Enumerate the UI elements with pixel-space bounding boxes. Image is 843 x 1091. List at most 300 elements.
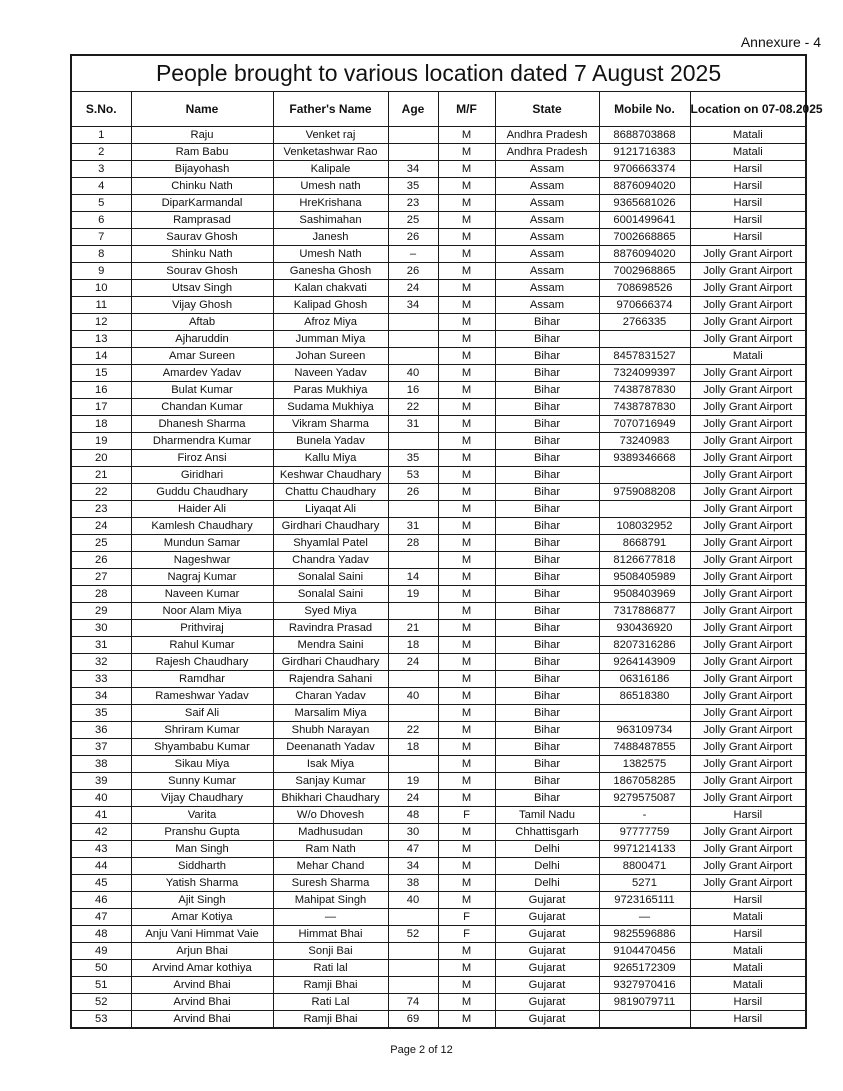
cell-name: Aftab	[131, 314, 273, 331]
table-row	[71, 739, 806, 756]
cell-sno: 30	[71, 620, 131, 637]
cell-location: Jolly Grant Airport	[690, 382, 806, 399]
cell-mobile: 06316186	[599, 671, 690, 688]
cell-sno: 34	[71, 688, 131, 705]
cell-age: 40	[388, 365, 438, 382]
cell-name: Siddharth	[131, 858, 273, 875]
col-header-gender: M/F	[438, 92, 495, 127]
table-row	[71, 212, 806, 229]
cell-age: 23	[388, 195, 438, 212]
cell-state: Bihar	[495, 331, 599, 348]
cell-gender: M	[438, 637, 495, 654]
cell-location: Jolly Grant Airport	[690, 722, 806, 739]
cell-name: Dhanesh Sharma	[131, 416, 273, 433]
cell-name: Bulat Kumar	[131, 382, 273, 399]
cell-father-name: Sashimahan	[273, 212, 388, 229]
cell-age: 26	[388, 263, 438, 280]
annexure-label: Annexure - 4	[740, 34, 821, 50]
table-row	[71, 552, 806, 569]
cell-mobile: 1382575	[599, 756, 690, 773]
cell-location: Jolly Grant Airport	[690, 569, 806, 586]
cell-location: Jolly Grant Airport	[690, 314, 806, 331]
cell-state: Bihar	[495, 365, 599, 382]
cell-state: Bihar	[495, 705, 599, 722]
cell-name: Ram Babu	[131, 144, 273, 161]
cell-name: Amar Sureen	[131, 348, 273, 365]
cell-mobile: 8876094020	[599, 246, 690, 263]
cell-age: 30	[388, 824, 438, 841]
cell-gender: M	[438, 212, 495, 229]
cell-state: Bihar	[495, 790, 599, 807]
cell-mobile: 7438787830	[599, 399, 690, 416]
cell-gender: M	[438, 450, 495, 467]
table-row	[71, 756, 806, 773]
cell-sno: 44	[71, 858, 131, 875]
cell-location: Jolly Grant Airport	[690, 671, 806, 688]
cell-sno: 43	[71, 841, 131, 858]
cell-name: Yatish Sharma	[131, 875, 273, 892]
cell-name: Ramdhar	[131, 671, 273, 688]
cell-father-name: Mendra Saini	[273, 637, 388, 654]
cell-father-name: Keshwar Chaudhary	[273, 467, 388, 484]
cell-age: 16	[388, 382, 438, 399]
cell-name: Bijayohash	[131, 161, 273, 178]
cell-state: Gujarat	[495, 892, 599, 909]
cell-age: 24	[388, 280, 438, 297]
cell-location: Jolly Grant Airport	[690, 518, 806, 535]
col-header-age: Age	[388, 92, 438, 127]
cell-state: Tamil Nadu	[495, 807, 599, 824]
cell-mobile: 9104470456	[599, 943, 690, 960]
cell-mobile: 9121716383	[599, 144, 690, 161]
column-header-row	[71, 92, 806, 127]
cell-gender: M	[438, 824, 495, 841]
cell-location: Jolly Grant Airport	[690, 433, 806, 450]
cell-state: Bihar	[495, 518, 599, 535]
col-header-father-name: Father's Name	[273, 92, 388, 127]
cell-sno: 52	[71, 994, 131, 1011]
cell-gender: M	[438, 1011, 495, 1029]
cell-age: 47	[388, 841, 438, 858]
cell-name: Pranshu Gupta	[131, 824, 273, 841]
cell-sno: 38	[71, 756, 131, 773]
cell-location: Harsil	[690, 178, 806, 195]
cell-mobile: 5271	[599, 875, 690, 892]
cell-location: Jolly Grant Airport	[690, 620, 806, 637]
cell-father-name: Sanjay Kumar	[273, 773, 388, 790]
table-row	[71, 858, 806, 875]
cell-mobile: 8800471	[599, 858, 690, 875]
cell-gender: M	[438, 501, 495, 518]
table-row	[71, 399, 806, 416]
cell-state: Bihar	[495, 722, 599, 739]
cell-father-name: W/o Dhovesh	[273, 807, 388, 824]
cell-mobile: 9508403969	[599, 586, 690, 603]
cell-name: Varita	[131, 807, 273, 824]
cell-father-name: Charan Yadav	[273, 688, 388, 705]
cell-mobile: 8876094020	[599, 178, 690, 195]
cell-name: Arvind Bhai	[131, 1011, 273, 1029]
table-row	[71, 331, 806, 348]
cell-state: Bihar	[495, 501, 599, 518]
cell-age	[388, 909, 438, 926]
cell-age: 19	[388, 773, 438, 790]
cell-gender: M	[438, 875, 495, 892]
cell-location: Jolly Grant Airport	[690, 858, 806, 875]
cell-sno: 21	[71, 467, 131, 484]
cell-gender: M	[438, 858, 495, 875]
cell-state: Assam	[495, 246, 599, 263]
cell-father-name: Girdhari Chaudhary	[273, 654, 388, 671]
cell-location: Jolly Grant Airport	[690, 467, 806, 484]
table-row	[71, 229, 806, 246]
cell-age: 40	[388, 688, 438, 705]
cell-age: 22	[388, 399, 438, 416]
cell-sno: 14	[71, 348, 131, 365]
col-header-name: Name	[131, 92, 273, 127]
cell-age: 31	[388, 416, 438, 433]
cell-mobile: 7488487855	[599, 739, 690, 756]
cell-mobile: 9971214133	[599, 841, 690, 858]
cell-age	[388, 943, 438, 960]
cell-gender: M	[438, 620, 495, 637]
cell-mobile: 9759088208	[599, 484, 690, 501]
cell-name: Shinku Nath	[131, 246, 273, 263]
cell-state: Bihar	[495, 756, 599, 773]
cell-location: Jolly Grant Airport	[690, 875, 806, 892]
cell-mobile: 9819079711	[599, 994, 690, 1011]
cell-state: Assam	[495, 263, 599, 280]
cell-sno: 13	[71, 331, 131, 348]
cell-state: Bihar	[495, 484, 599, 501]
cell-name: Nagraj Kumar	[131, 569, 273, 586]
cell-gender: M	[438, 756, 495, 773]
cell-name: Rameshwar Yadav	[131, 688, 273, 705]
cell-mobile: 9265172309	[599, 960, 690, 977]
cell-gender: M	[438, 773, 495, 790]
cell-location: Matali	[690, 127, 806, 144]
cell-father-name: Jumman Miya	[273, 331, 388, 348]
cell-location: Matali	[690, 144, 806, 161]
cell-state: Assam	[495, 212, 599, 229]
cell-name: Saurav Ghosh	[131, 229, 273, 246]
cell-name: Chandan Kumar	[131, 399, 273, 416]
cell-location: Jolly Grant Airport	[690, 654, 806, 671]
cell-location: Matali	[690, 348, 806, 365]
cell-gender: M	[438, 416, 495, 433]
cell-sno: 45	[71, 875, 131, 892]
cell-name: Amardev Yadav	[131, 365, 273, 382]
cell-father-name: Madhusudan	[273, 824, 388, 841]
cell-mobile: 9279575087	[599, 790, 690, 807]
cell-name: Mundun Samar	[131, 535, 273, 552]
cell-name: Vijay Ghosh	[131, 297, 273, 314]
cell-location: Matali	[690, 943, 806, 960]
cell-sno: 9	[71, 263, 131, 280]
table-row	[71, 297, 806, 314]
cell-gender: M	[438, 722, 495, 739]
cell-age: 24	[388, 654, 438, 671]
cell-sno: 33	[71, 671, 131, 688]
cell-mobile: 2766335	[599, 314, 690, 331]
table-row	[71, 824, 806, 841]
cell-gender: M	[438, 263, 495, 280]
table-row	[71, 586, 806, 603]
cell-mobile: 9825596886	[599, 926, 690, 943]
cell-father-name: Shubh Narayan	[273, 722, 388, 739]
cell-father-name: Ganesha Ghosh	[273, 263, 388, 280]
cell-age	[388, 127, 438, 144]
cell-location: Jolly Grant Airport	[690, 841, 806, 858]
cell-mobile: 86518380	[599, 688, 690, 705]
cell-father-name: Sonalal Saini	[273, 586, 388, 603]
col-header-sno: S.No.	[71, 92, 131, 127]
cell-father-name: Kalipad Ghosh	[273, 297, 388, 314]
cell-mobile: 9706663374	[599, 161, 690, 178]
cell-age	[388, 348, 438, 365]
cell-mobile: 6001499641	[599, 212, 690, 229]
cell-name: Shyambabu Kumar	[131, 739, 273, 756]
cell-name: Nageshwar	[131, 552, 273, 569]
table-row	[71, 875, 806, 892]
table-row	[71, 926, 806, 943]
table-row	[71, 280, 806, 297]
cell-state: Assam	[495, 161, 599, 178]
cell-age: 25	[388, 212, 438, 229]
cell-sno: 39	[71, 773, 131, 790]
cell-location: Jolly Grant Airport	[690, 773, 806, 790]
cell-mobile: 970666374	[599, 297, 690, 314]
cell-age: 28	[388, 535, 438, 552]
cell-age	[388, 331, 438, 348]
cell-age: 31	[388, 518, 438, 535]
cell-sno: 48	[71, 926, 131, 943]
cell-state: Gujarat	[495, 1011, 599, 1029]
cell-name: Prithviraj	[131, 620, 273, 637]
table-row	[71, 246, 806, 263]
table-row	[71, 977, 806, 994]
cell-state: Bihar	[495, 586, 599, 603]
cell-sno: 37	[71, 739, 131, 756]
cell-mobile: 97777759	[599, 824, 690, 841]
cell-age: 38	[388, 875, 438, 892]
cell-state: Bihar	[495, 569, 599, 586]
col-header-mobile: Mobile No.	[599, 92, 690, 127]
table-row	[71, 314, 806, 331]
cell-location: Jolly Grant Airport	[690, 756, 806, 773]
cell-mobile: 7324099397	[599, 365, 690, 382]
table-row	[71, 484, 806, 501]
table-row	[71, 569, 806, 586]
cell-mobile: 7438787830	[599, 382, 690, 399]
table-row	[71, 535, 806, 552]
cell-age	[388, 671, 438, 688]
cell-state: Bihar	[495, 382, 599, 399]
cell-father-name: Johan Sureen	[273, 348, 388, 365]
cell-name: Sikau Miya	[131, 756, 273, 773]
cell-gender: M	[438, 552, 495, 569]
cell-gender: M	[438, 399, 495, 416]
cell-mobile: 73240983	[599, 433, 690, 450]
cell-state: Bihar	[495, 399, 599, 416]
cell-father-name: Girdhari Chaudhary	[273, 518, 388, 535]
cell-gender: M	[438, 314, 495, 331]
cell-state: Gujarat	[495, 909, 599, 926]
cell-state: Bihar	[495, 348, 599, 365]
cell-location: Jolly Grant Airport	[690, 246, 806, 263]
col-header-location: Location on 07-08.2025	[690, 92, 806, 127]
table-row	[71, 501, 806, 518]
table-row	[71, 722, 806, 739]
cell-location: Jolly Grant Airport	[690, 297, 806, 314]
cell-name: Sunny Kumar	[131, 773, 273, 790]
cell-state: Bihar	[495, 416, 599, 433]
cell-sno: 25	[71, 535, 131, 552]
cell-father-name: Suresh Sharma	[273, 875, 388, 892]
table-row	[71, 909, 806, 926]
cell-gender: M	[438, 144, 495, 161]
cell-name: Ajharuddin	[131, 331, 273, 348]
cell-name: Chinku Nath	[131, 178, 273, 195]
cell-mobile	[599, 331, 690, 348]
cell-sno: 29	[71, 603, 131, 620]
cell-state: Assam	[495, 195, 599, 212]
table-row	[71, 943, 806, 960]
cell-location: Jolly Grant Airport	[690, 331, 806, 348]
cell-sno: 31	[71, 637, 131, 654]
cell-sno: 50	[71, 960, 131, 977]
cell-state: Bihar	[495, 314, 599, 331]
cell-age: 34	[388, 161, 438, 178]
cell-location: Jolly Grant Airport	[690, 552, 806, 569]
cell-location: Harsil	[690, 212, 806, 229]
cell-location: Matali	[690, 977, 806, 994]
cell-name: Arvind Bhai	[131, 994, 273, 1011]
cell-father-name: Venket raj	[273, 127, 388, 144]
cell-father-name: Mehar Chand	[273, 858, 388, 875]
cell-sno: 19	[71, 433, 131, 450]
cell-father-name: Marsalim Miya	[273, 705, 388, 722]
cell-father-name: Rati Lal	[273, 994, 388, 1011]
cell-gender: M	[438, 433, 495, 450]
cell-father-name: Mahipat Singh	[273, 892, 388, 909]
cell-sno: 12	[71, 314, 131, 331]
cell-gender: M	[438, 790, 495, 807]
cell-location: Jolly Grant Airport	[690, 416, 806, 433]
cell-gender: M	[438, 297, 495, 314]
cell-location: Jolly Grant Airport	[690, 484, 806, 501]
cell-age	[388, 144, 438, 161]
cell-age: 69	[388, 1011, 438, 1029]
cell-state: Bihar	[495, 450, 599, 467]
cell-name: Noor Alam Miya	[131, 603, 273, 620]
cell-location: Jolly Grant Airport	[690, 705, 806, 722]
cell-gender: M	[438, 518, 495, 535]
cell-location: Matali	[690, 960, 806, 977]
cell-mobile: —	[599, 909, 690, 926]
cell-location: Harsil	[690, 892, 806, 909]
cell-gender: M	[438, 841, 495, 858]
cell-sno: 4	[71, 178, 131, 195]
cell-name: Guddu Chaudhary	[131, 484, 273, 501]
cell-father-name: Vikram Sharma	[273, 416, 388, 433]
cell-age: 26	[388, 229, 438, 246]
cell-name: Arjun Bhai	[131, 943, 273, 960]
cell-location: Harsil	[690, 807, 806, 824]
cell-father-name: Himmat Bhai	[273, 926, 388, 943]
cell-gender: M	[438, 535, 495, 552]
cell-sno: 24	[71, 518, 131, 535]
cell-father-name: Venketashwar Rao	[273, 144, 388, 161]
cell-name: Giridhari	[131, 467, 273, 484]
table-body	[71, 127, 806, 1029]
cell-gender: M	[438, 348, 495, 365]
cell-location: Jolly Grant Airport	[690, 739, 806, 756]
cell-name: Arvind Amar kothiya	[131, 960, 273, 977]
cell-state: Assam	[495, 229, 599, 246]
cell-father-name: Chattu Chaudhary	[273, 484, 388, 501]
cell-sno: 1	[71, 127, 131, 144]
cell-age: 19	[388, 586, 438, 603]
table-row	[71, 263, 806, 280]
people-table	[70, 54, 823, 1029]
cell-name: Man Singh	[131, 841, 273, 858]
cell-gender: M	[438, 994, 495, 1011]
cell-gender: M	[438, 195, 495, 212]
cell-state: Assam	[495, 178, 599, 195]
col-header-state: State	[495, 92, 599, 127]
cell-father-name: Sudama Mukhiya	[273, 399, 388, 416]
cell-mobile: 8126677818	[599, 552, 690, 569]
cell-name: Dharmendra Kumar	[131, 433, 273, 450]
cell-sno: 11	[71, 297, 131, 314]
cell-mobile	[599, 501, 690, 518]
cell-name: Saif Ali	[131, 705, 273, 722]
cell-mobile: 8457831527	[599, 348, 690, 365]
table-row	[71, 467, 806, 484]
table-row	[71, 705, 806, 722]
cell-location: Jolly Grant Airport	[690, 365, 806, 382]
cell-gender: M	[438, 688, 495, 705]
cell-gender: M	[438, 705, 495, 722]
cell-location: Jolly Grant Airport	[690, 637, 806, 654]
table-row	[71, 807, 806, 824]
cell-name: Arvind Bhai	[131, 977, 273, 994]
cell-location: Jolly Grant Airport	[690, 280, 806, 297]
cell-mobile: 708698526	[599, 280, 690, 297]
table-row	[71, 161, 806, 178]
cell-state: Bihar	[495, 603, 599, 620]
cell-sno: 46	[71, 892, 131, 909]
cell-gender: M	[438, 280, 495, 297]
cell-age: 48	[388, 807, 438, 824]
cell-age	[388, 433, 438, 450]
cell-mobile: 9723165111	[599, 892, 690, 909]
cell-age	[388, 314, 438, 331]
cell-mobile: 9264143909	[599, 654, 690, 671]
cell-location: Jolly Grant Airport	[690, 450, 806, 467]
cell-age	[388, 705, 438, 722]
cell-father-name: Deenanath Yadav	[273, 739, 388, 756]
table-title: People brought to various location dated 7 August 2025	[71, 55, 806, 92]
cell-location: Jolly Grant Airport	[690, 535, 806, 552]
cell-mobile	[599, 705, 690, 722]
cell-state: Bihar	[495, 535, 599, 552]
cell-sno: 40	[71, 790, 131, 807]
cell-gender: M	[438, 603, 495, 620]
cell-father-name: Bunela Yadav	[273, 433, 388, 450]
cell-age: 74	[388, 994, 438, 1011]
